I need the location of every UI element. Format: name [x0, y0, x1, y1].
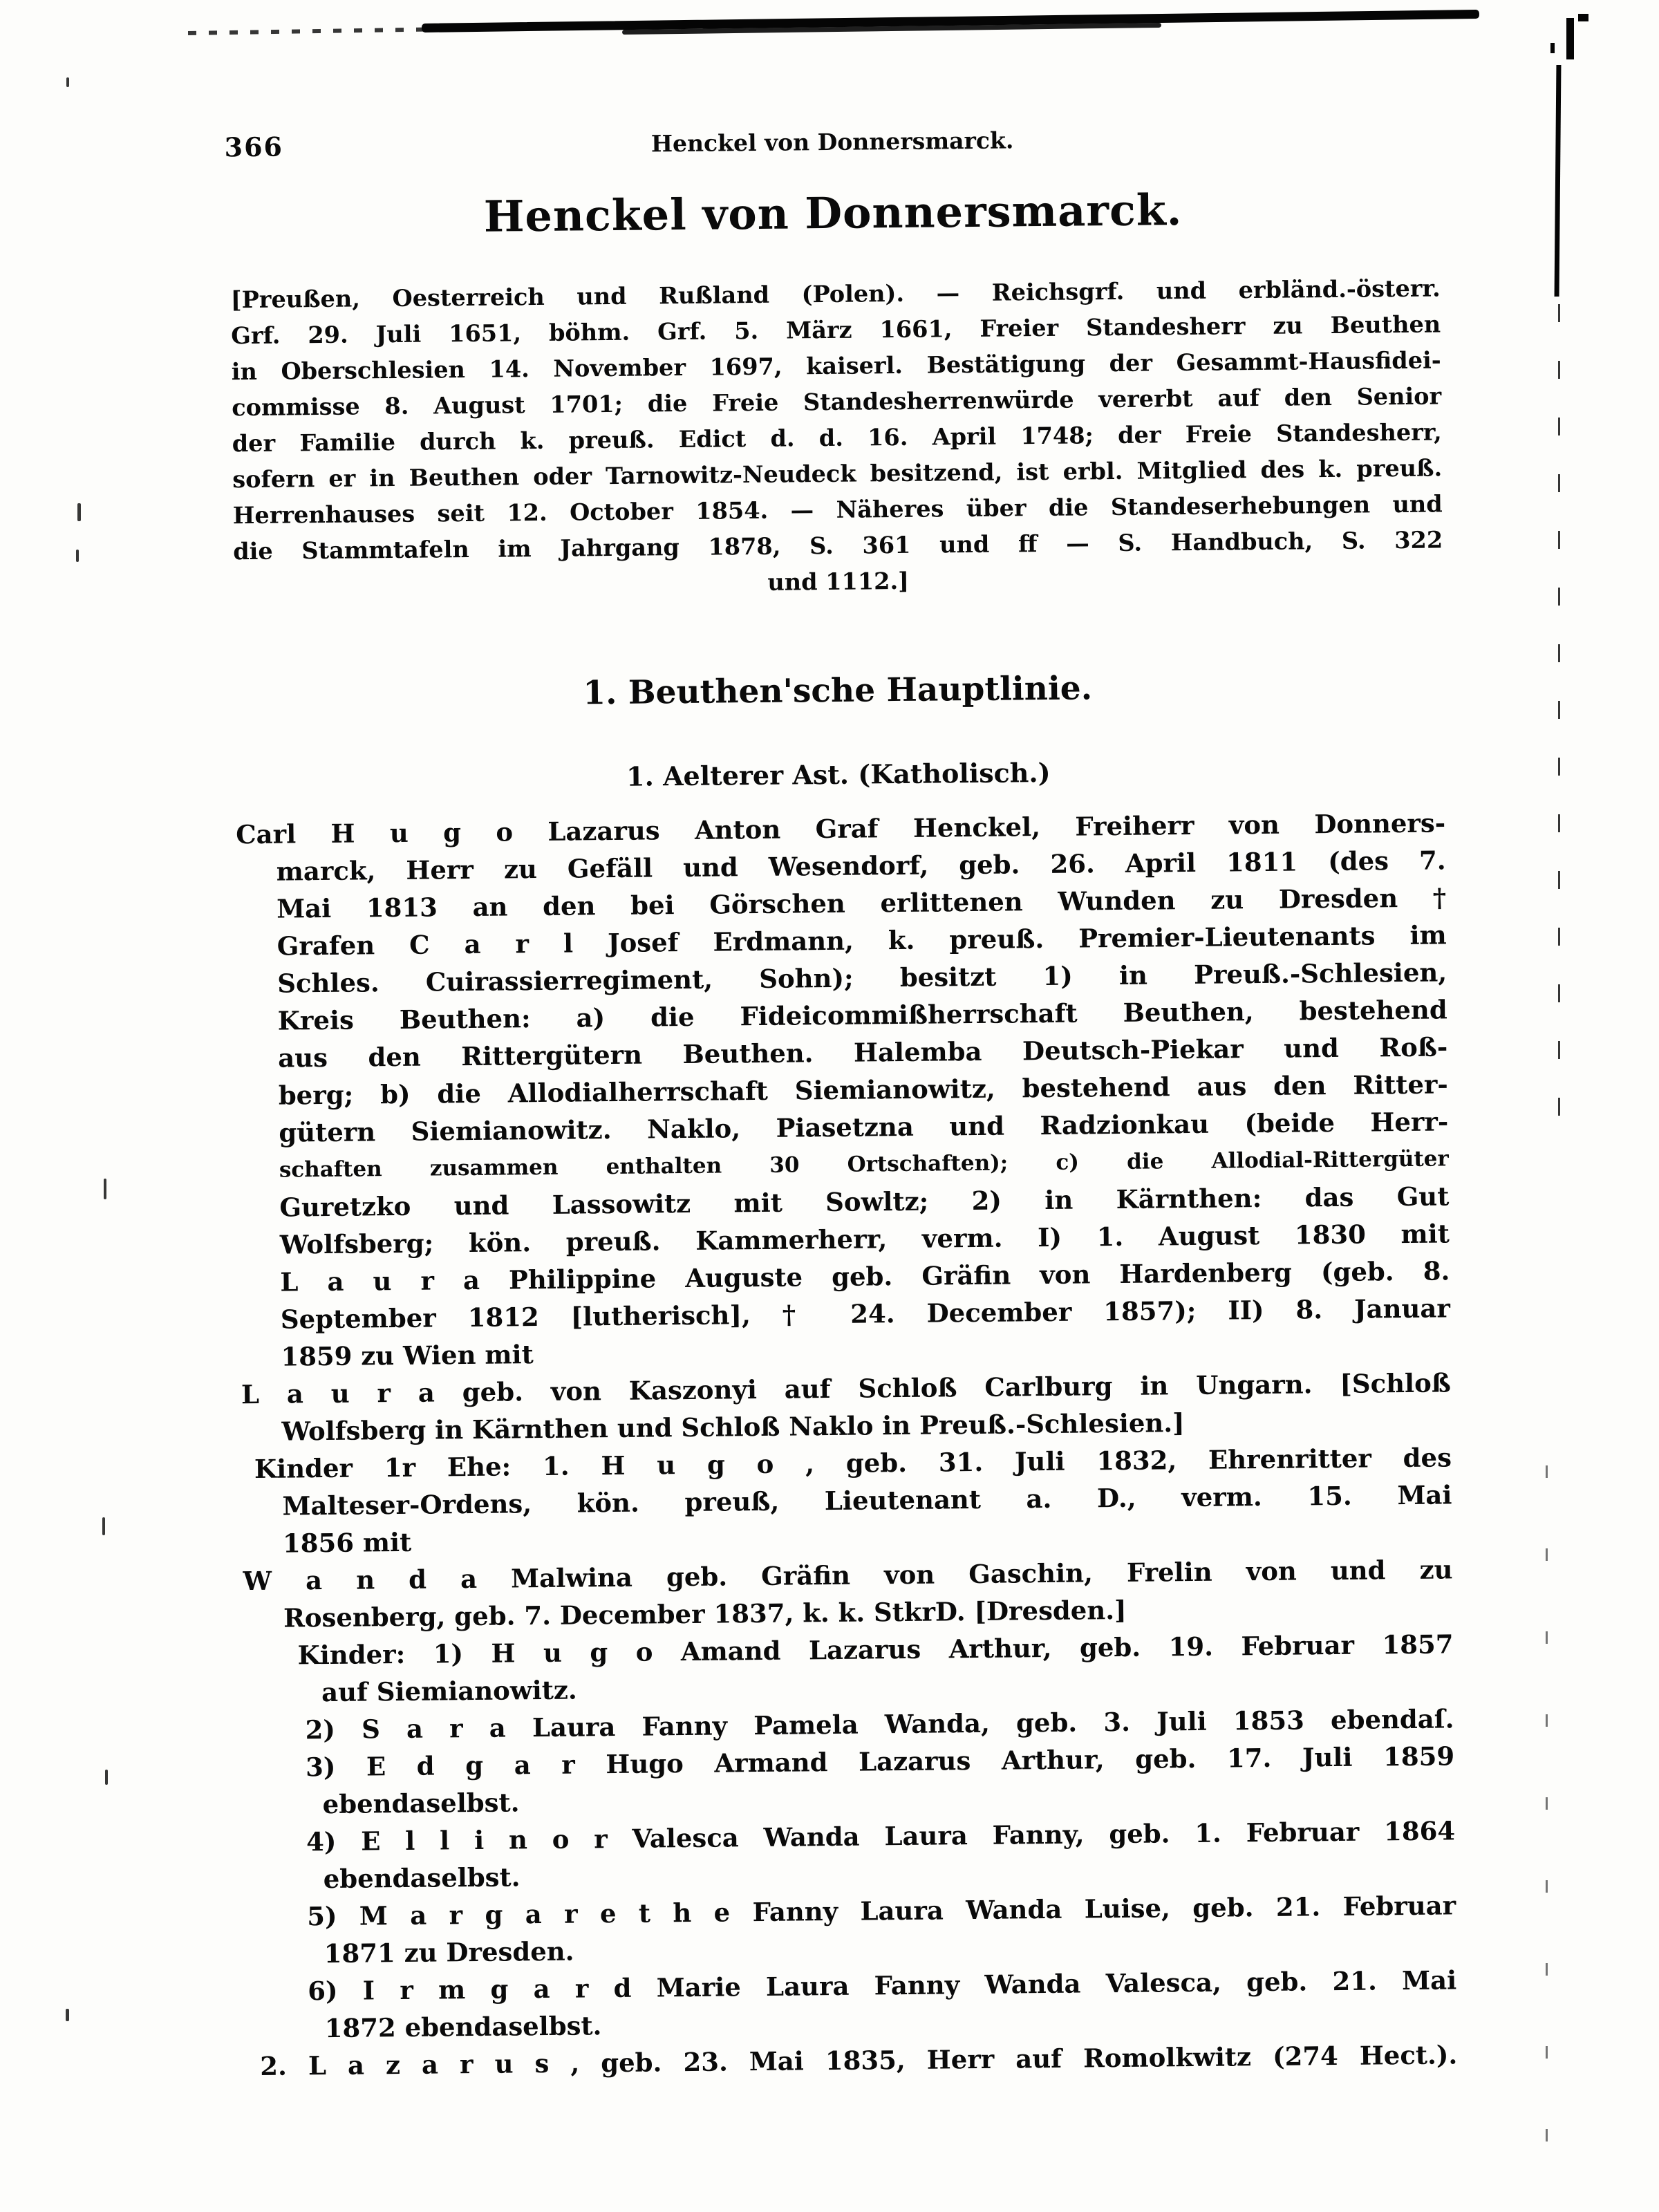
text-line: 3) E d g a r Hugo Armand Lazarus Arthur, geb. 17. Juli 1859: [305, 1741, 1455, 1783]
text-line: [Preußen, Oesterreich und Rußland (Polen). — Reichsgrf. und erbländ.-österr.: [230, 274, 1441, 314]
text-line: 1856 mit: [282, 1526, 412, 1559]
text-line: 6) I r m g a r d Marie Laura Fanny Wanda Valesca, geb. 21. Mai: [308, 1965, 1457, 2007]
text-line: ebendaselbst.: [322, 1787, 520, 1820]
text-line: W a n d a Malwina geb. Gräfin von Gaschin, Frelin von und zu: [243, 1554, 1453, 1597]
text-line: 5) M a r g a r e t h e Fanny Laura Wanda Luise, geb. 21. Februar: [307, 1890, 1456, 1932]
genealogy-text: [236, 804, 1458, 2085]
text-line: 4) E l l i n o r Valesca Wanda Laura Fanny, geb. 1. Februar 1864: [306, 1815, 1456, 1857]
text-line: Guretzko und Lassowitz mit Sowltz; 2) in Kärnthen: das Gut: [279, 1181, 1450, 1223]
text-line: September 1812 [lutherisch], † 24. December 1857); II) 8. Januar: [280, 1293, 1451, 1335]
text-line: aus den Rittergütern Beuthen. Halemba Deutsch-Piekar und Roß-: [278, 1031, 1448, 1074]
intro-paragraph: [231, 270, 1443, 606]
text-line: Rosenberg, geb. 7. December 1837, k. k. StkrD. [Dresden.]: [283, 1594, 1127, 1633]
text-line: in Oberschlesien 14. November 1697, kaiserl. Bestätigung der Gesammt-Hausfidei-: [231, 346, 1441, 386]
text-line: 2. L a z a r u s , geb. 23. Mai 1835, Herr auf Romolkwitz (274 Hect.).: [260, 2039, 1458, 2081]
article-title: Henckel von Donnersmarck.: [483, 185, 1183, 242]
text-line: Schles. Cuirassierregiment, Sohn); besitzt 1) in Preuß.-Schlesien,: [277, 957, 1447, 999]
text-line: 1872 ebendaselbst.: [324, 2010, 602, 2044]
text-line: Grf. 29. Juli 1651, böhm. Grf. 5. März 1661, Freier Standesherr zu Beuthen: [231, 310, 1441, 350]
text-line: 1871 zu Dresden.: [324, 1936, 574, 1969]
text-line: commisse 8. August 1701; die Freie Standesherrenwürde vererbt auf den Senior: [232, 382, 1442, 422]
text-line: ebendaselbst.: [323, 1862, 521, 1895]
text-line: schaften zusammen enthalten 30 Ortschaften); c) die Allodial-Rittergüter: [279, 1146, 1449, 1183]
text-line: Kinder 1r Ehe: 1. H u g o , geb. 31. Juli 1832, Ehrenritter des: [254, 1442, 1452, 1485]
text-line: Kinder: 1) H u g o Amand Lazarus Arthur, geb. 19. Februar 1857: [297, 1629, 1454, 1671]
text-line: der Familie durch k. preuß. Edict d. d. 16. April 1748; der Freie Standesherr,: [232, 418, 1442, 458]
text-line: gütern Siemianowitz. Naklo, Piasetzna und Radzionkau (beide Herr-: [279, 1106, 1449, 1148]
text-line: und 1112.]: [767, 567, 910, 596]
section-subheading: 1. Aelterer Ast. (Katholisch.): [626, 756, 1051, 792]
text-line: Kreis Beuthen: a) die Fideicommißherrschaft Beuthen, bestehend: [277, 994, 1447, 1036]
text-line: sofern er in Beuthen oder Tarnowitz-Neudeck besitzend, ist erbl. Mitglied des k. preuß.: [232, 454, 1443, 494]
text-line: Herrenhauses seit 12. October 1854. — Näheres über die Standeserhebungen und: [232, 490, 1443, 529]
text-line: Malteser-Ordens, kön. preuß, Lieutenant a. D., verm. 15. Mai: [282, 1479, 1452, 1521]
text-line: berg; b) die Allodialherrschaft Siemianowitz, bestehend aus den Ritter-: [278, 1069, 1448, 1111]
text-line: Wolfsberg; kön. preuß. Kammerherr, verm. I) 1. August 1830 mit: [279, 1218, 1450, 1260]
text-line: auf Siemianowitz.: [321, 1674, 577, 1708]
text-line: L a u r a Philippine Auguste geb. Gräfin von Hardenberg (geb. 8.: [280, 1255, 1450, 1297]
text-line: Grafen C a r l Josef Erdmann, k. preuß. Premier-Lieutenants im: [276, 919, 1447, 962]
text-line: 1859 zu Wien mit: [281, 1339, 534, 1372]
text-line: L a u r a geb. von Kaszonyi auf Schloß Carlburg in Ungarn. [Schloß: [241, 1367, 1452, 1410]
text-line: marck, Herr zu Gefäll und Wesendorf, geb. 26. April 1811 (des 7.: [276, 845, 1446, 887]
running-header: Henckel von Donnersmarck.: [650, 126, 1014, 158]
text-line: die Stammtafeln im Jahrgang 1878, S. 361 und ff — S. Handbuch, S. 322: [233, 526, 1443, 565]
text-line: Mai 1813 an den bei Görschen erlittenen Wunden zu Dresden †: [276, 882, 1447, 924]
text-line: 2) S a r a Laura Fanny Pamela Wanda, geb. 3. Juli 1853 ebendaſ.: [305, 1703, 1454, 1745]
page-number: 366: [224, 131, 284, 163]
section-heading: 1. Beuthen'sche Hauptlinie.: [583, 669, 1093, 713]
text-line: Carl H u g o Lazarus Anton Graf Henckel, Freiherr von Donners-: [235, 807, 1446, 850]
text-line: Wolfsberg in Kärnthen und Schloß Naklo in Preuß.-Schlesien.]: [281, 1407, 1185, 1447]
